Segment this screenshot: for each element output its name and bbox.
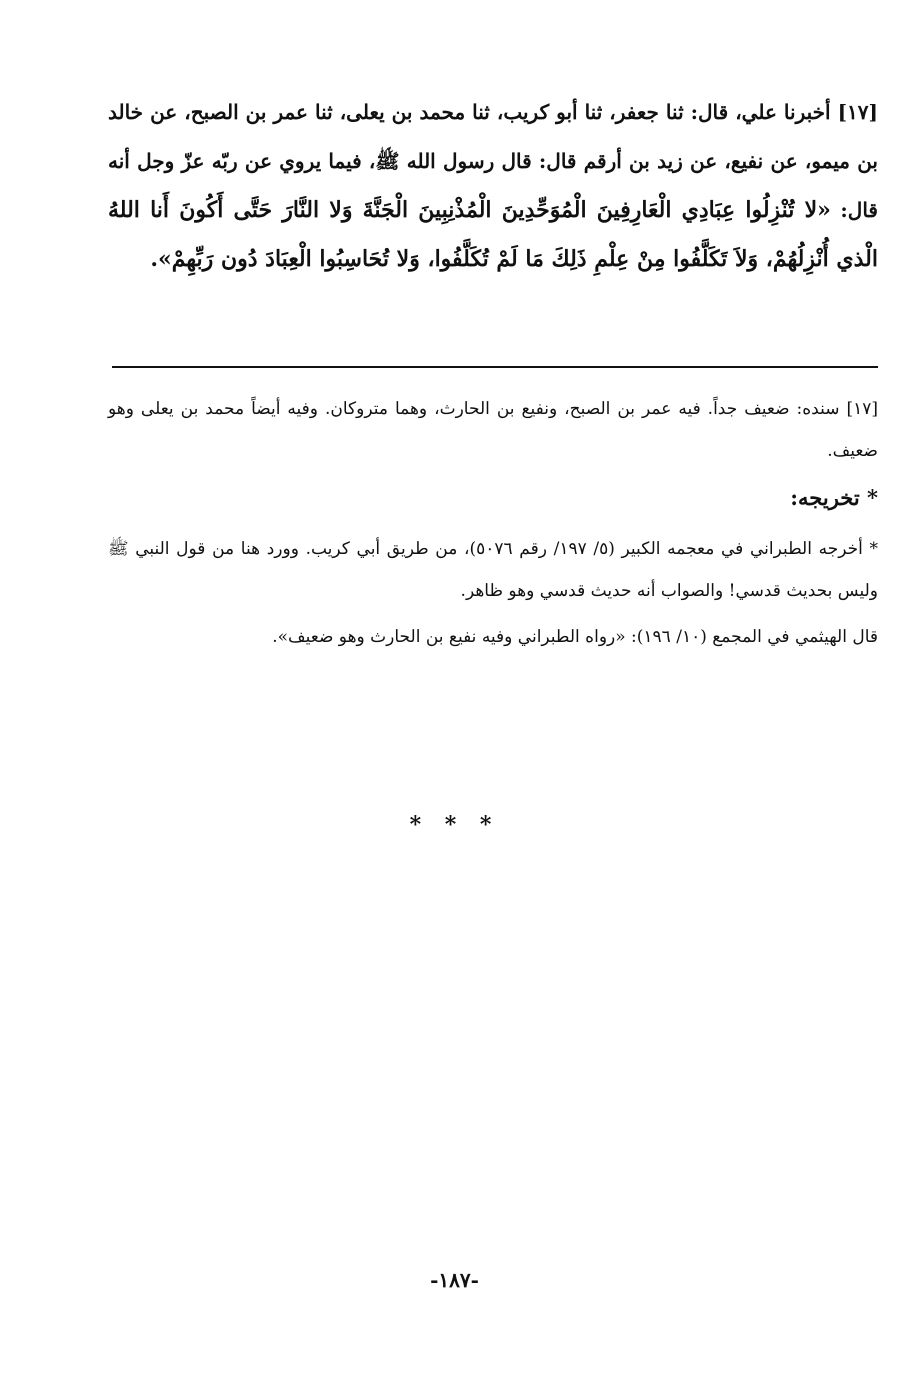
hadith-text (108, 88, 878, 284)
hadith-matn: «لا تُنْزِلُوا عِبَادِي الْعَارِفِينَ الْمُوَحِّدِينَ الْمُذْنِبِينَ الْجَنَّةَ وَلا النَّارَ حَتَّى أَكُونَ أَنا اللهُ الْذي أُنْزِلُهُمْ، وَلاَ تَكَلَّفُوا مِنْ عِلْمِ ذَلِكَ مَا لَمْ تُكَلَّفُوا، وَلا تُحَاسِبُوا الْعِبَادَ دُون رَبِّهِمْ». (108, 197, 878, 272)
takhrij-heading: * تخريجه: (790, 485, 878, 510)
page-number: -١٨٧- (430, 1268, 479, 1292)
section-separator: * * * (409, 812, 500, 838)
footnote-grading: [١٧] سنده: ضعيف جداً. فيه عمر بن الصبح، ونفيع بن الحارث، وهما متروكان. وفيه أيضاً محمد بن يعلى وهو ضعيف. (108, 399, 878, 461)
haythami-quote: قال الهيثمي في المجمع (١٠/ ١٩٦): «رواه الطبراني وفيه نفيع بن الحارث وهو ضعيف». (272, 627, 878, 647)
takhrij-paragraph: * أخرجه الطبراني في معجمه الكبير (٥/ ١٩٧/ رقم ٥٠٧٦)، من طريق أبي كريب. وورد هنا من قول النبي ﷺ وليس بحديث قدسي! والصواب أنه حديث قدسي وهو ظاهر. (108, 539, 878, 601)
hadith-isnad: [١٧] أخبرنا علي، قال: ثنا جعفر، ثنا أبو كريب، ثنا محمد بن يعلى، ثنا عمر بن الصبح، عن خالد بن ميمو، عن نفيع، عن زيد بن أرقم قال: قال رسول الله ﷺ، فيما يروي عن ربّه عزّ وجل أنه قال: (108, 100, 878, 222)
footnote-divider (112, 366, 878, 368)
